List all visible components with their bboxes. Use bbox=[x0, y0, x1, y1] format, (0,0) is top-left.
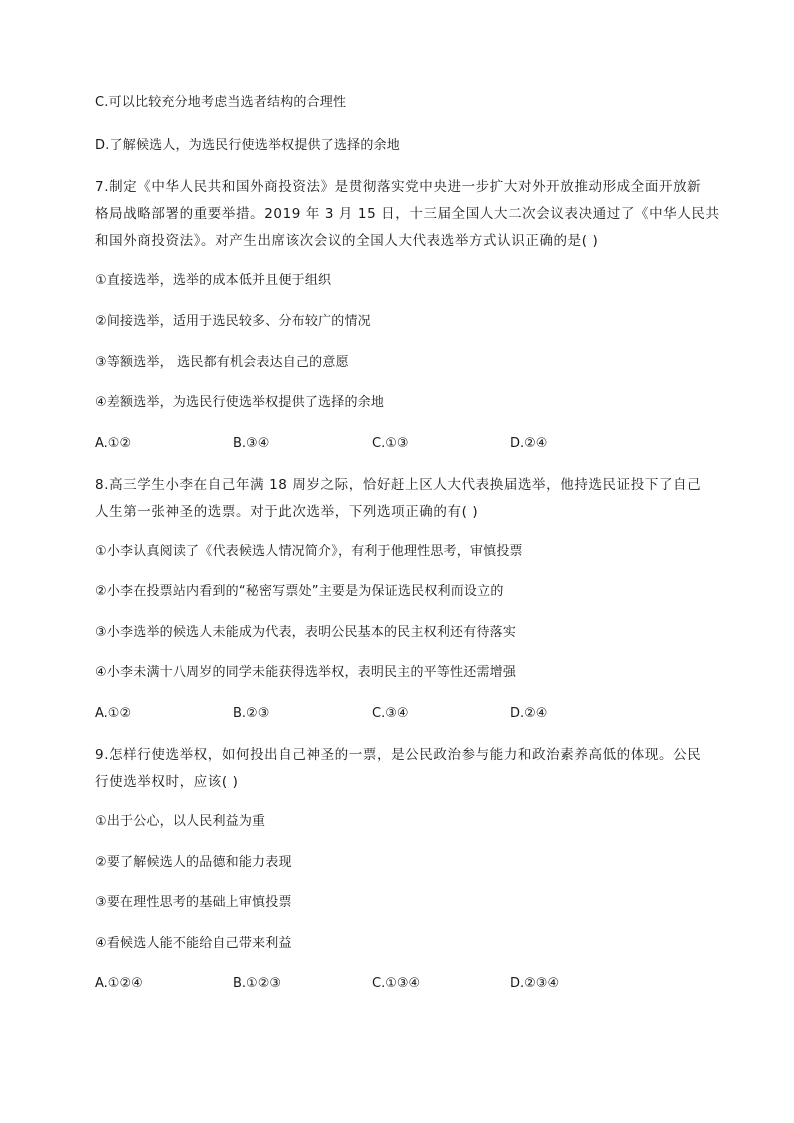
q8-option-a: A.①② bbox=[95, 706, 132, 721]
q8-stem-line-1: 8.高三学生小李在自己年满 18 周岁之际，恰好赶上区人大代表换届选举，他持选民证投下了自己 bbox=[95, 477, 702, 493]
q9-stem-line-1: 9.怎样行使选举权，如何投出自己神圣的一票，是公民政治参与能力和政治素养高低的体现。公民 bbox=[95, 747, 702, 763]
q7-item-2: ②间接选举，适用于选民较多、分布较广的情况 bbox=[95, 314, 371, 329]
q8-stem-line-2: 人生第一张神圣的选票。对于此次选举，下列选项正确的有( ) bbox=[95, 504, 479, 520]
q9-stem-line-2: 行使选举权时，应该( ) bbox=[95, 774, 239, 790]
q9-option-a: A.①②④ bbox=[95, 976, 143, 991]
q8-item-2: ②小李在投票站内看到的“秘密写票处”主要是为保证选民权利而设立的 bbox=[95, 584, 504, 599]
q9-option-b: B.①②③ bbox=[233, 976, 282, 991]
q7-option-d: D.②④ bbox=[510, 436, 548, 451]
q9-item-2: ②要了解候选人的品德和能力表现 bbox=[95, 855, 292, 870]
prev-option-c: C.可以比较充分地考虑当选者结构的合理性 bbox=[95, 95, 347, 110]
q7-stem-line-3: 和国外商投资法》。对产生出席该次会议的全国人大代表选举方式认识正确的是( ) bbox=[95, 233, 599, 249]
q8-option-b: B.②③ bbox=[233, 706, 270, 721]
q7-option-b: B.③④ bbox=[233, 436, 270, 451]
q7-item-3: ③等额选举， 选民都有机会表达自己的意愿 bbox=[95, 355, 349, 370]
q8-option-c: C.③④ bbox=[372, 706, 409, 721]
q8-option-d: D.②④ bbox=[510, 706, 548, 721]
q8-options bbox=[95, 704, 705, 724]
q7-option-a: A.①② bbox=[95, 436, 132, 451]
q9-item-1: ①出于公心，以人民利益为重 bbox=[95, 814, 266, 829]
prev-option-d: D.了解候选人，为选民行使选举权提供了选择的余地 bbox=[95, 138, 400, 153]
q7-item-1: ①直接选举，选举的成本低并且便于组织 bbox=[95, 273, 332, 288]
q9-option-d: D.②③④ bbox=[510, 976, 560, 991]
q7-options bbox=[95, 434, 705, 454]
q9-option-c: C.①③④ bbox=[372, 976, 421, 991]
q9-item-3: ③要在理性思考的基础上审慎投票 bbox=[95, 895, 292, 910]
q9-item-4: ④看候选人能不能给自己带来利益 bbox=[95, 936, 292, 951]
q8-item-3: ③小李选举的候选人未能成为代表，表明公民基本的民主权利还有待落实 bbox=[95, 625, 517, 640]
q7-item-4: ④差额选举，为选民行使选举权提供了选择的余地 bbox=[95, 395, 385, 410]
q8-item-4: ④小李未满十八周岁的同学未能获得选举权，表明民主的平等性还需增强 bbox=[95, 665, 517, 680]
q7-stem-line-1: 7.制定《中华人民共和国外商投资法》是贯彻落实党中央进一步扩大对外开放推动形成全面开放新 bbox=[95, 179, 702, 195]
q9-options bbox=[95, 974, 705, 994]
q8-item-1: ①小李认真阅读了《代表候选人情况简介》，有利于他理性思考，审慎投票 bbox=[95, 544, 523, 559]
q7-stem-line-2: 格局战略部署的重要举措。2019 年 3 月 15 日，十三届全国人大二次会议表决通过了《中华人民共 bbox=[95, 206, 720, 222]
q7-option-c: C.①③ bbox=[372, 436, 409, 451]
